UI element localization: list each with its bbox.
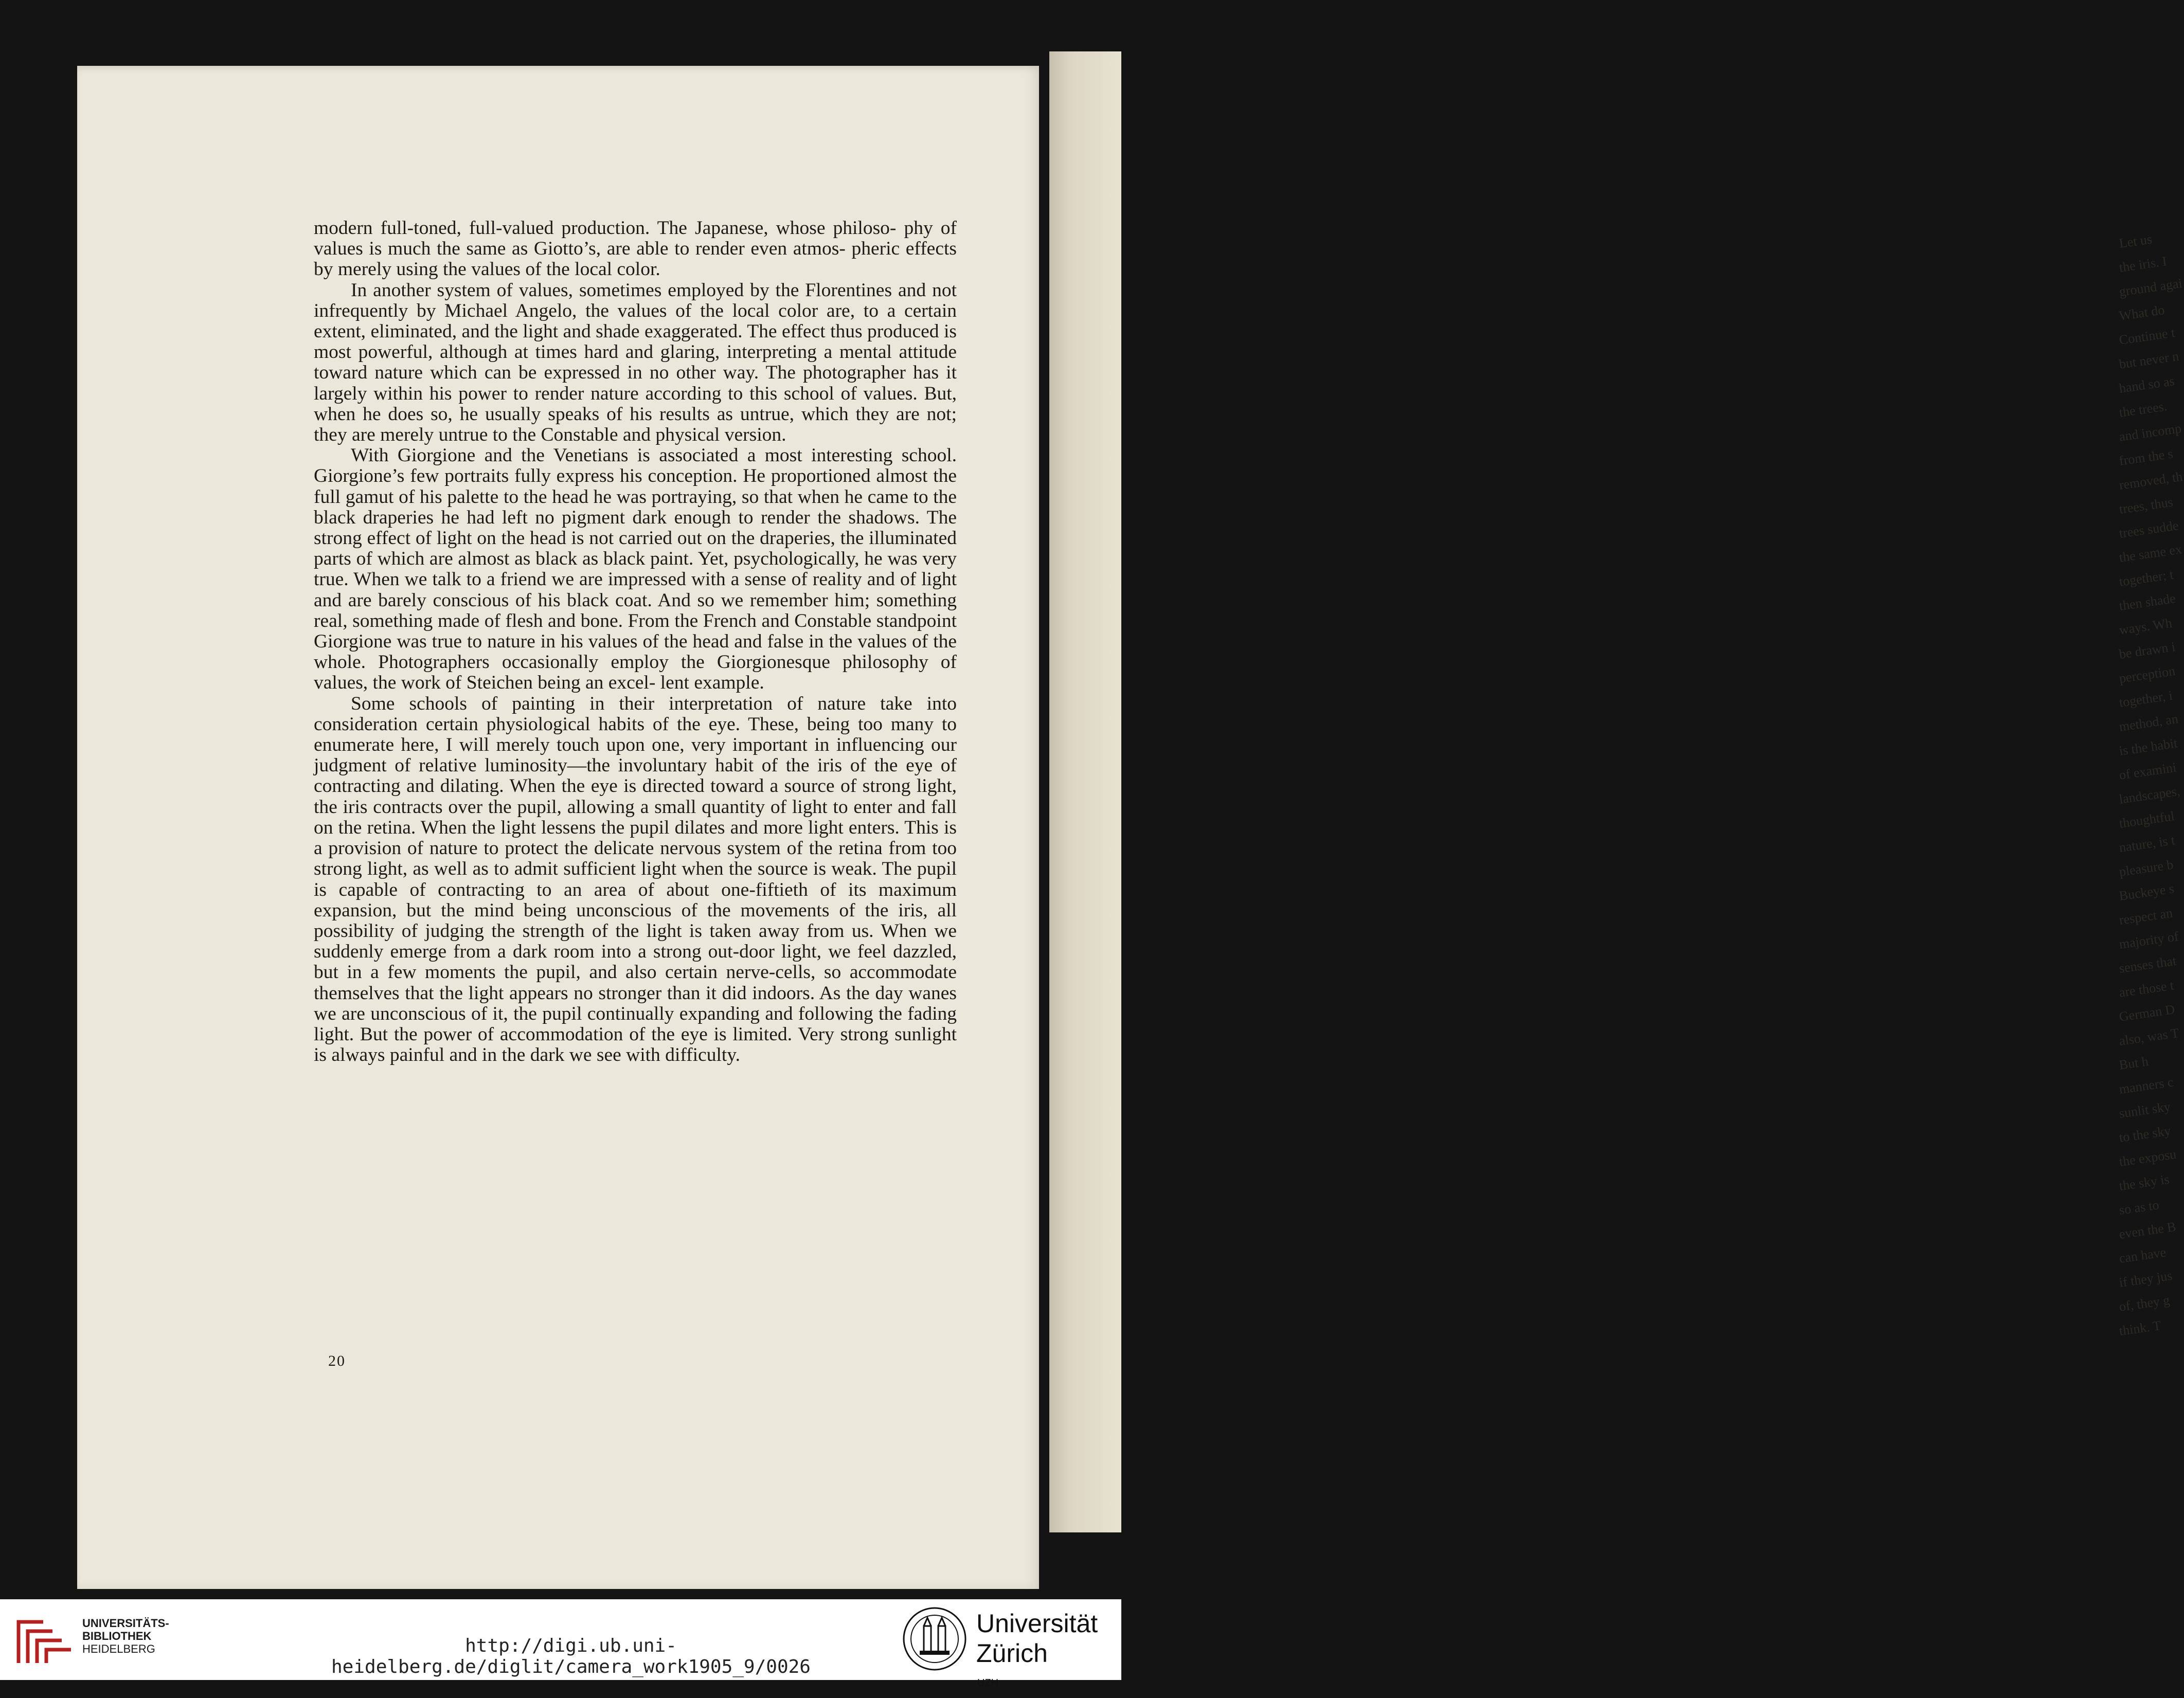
facing-text-line: think. T <box>2118 1317 2162 1339</box>
facing-text-line: of examini <box>2118 760 2177 783</box>
text-line: out on the draperies, the illuminated parts of which are almost as black as <box>314 528 957 570</box>
text-line: something made of flesh and bone. From the French and Constable <box>352 610 872 631</box>
facing-text-line: Continue t <box>2118 324 2176 348</box>
facing-text-line: can have <box>2118 1244 2167 1266</box>
facing-text-line: but never n <box>2118 348 2180 372</box>
text-line: In another system of values, sometimes employed by the Florentines <box>351 279 892 301</box>
facing-text-line: to the sky <box>2118 1123 2172 1145</box>
text-line: almost the full gamut of his palette to the head he was portraying, so that <box>314 465 957 508</box>
facing-text-line: What do <box>2118 302 2165 323</box>
facing-text-line: senses that <box>2118 953 2177 976</box>
text-line: when he came to the black draperies he had left no pigment dark enough to <box>314 486 957 528</box>
facing-text-line: from the s <box>2118 446 2174 468</box>
uzh-seal-logo[interactable] <box>901 1605 968 1672</box>
permalink-url[interactable]: http://digi.ub.uni-heidelberg.de/diglit/camera_work1905_9/0026 <box>331 1635 811 1677</box>
facing-text-line: if they jus <box>2118 1268 2174 1290</box>
text-line: so accommodate themselves that the light appears no stronger than it did <box>314 962 957 1004</box>
facing-text-line: perception <box>2118 663 2176 686</box>
text-line: to the Constable and physical version. <box>492 424 786 446</box>
text-line: render the shadows. The strong effect of light on the head is not carried <box>314 507 957 549</box>
facing-text-line: then shade <box>2118 590 2177 613</box>
facing-text-line: ways. Wh <box>2118 615 2173 638</box>
facing-text-line: is the habit <box>2118 735 2179 758</box>
facing-text-line: Let us <box>2118 231 2153 251</box>
text-line: standpoint Giorgione was true to nature in his values of the head and <box>314 610 957 653</box>
text-line: friend we are impressed with a sense of reality and of light and are barely <box>314 569 957 611</box>
text-line: black paint. Yet, psychologically, he was very true. When we talk to a <box>314 548 957 590</box>
text-line: dark we see with difficulty. <box>530 1044 740 1066</box>
text-line: to a certain extent, eliminated, and the light and shade exaggerated. The <box>314 300 957 342</box>
text-line: conscious of his black coat. And so we remember him; something real, <box>314 589 957 631</box>
facing-text-line: the exposu <box>2118 1146 2177 1169</box>
facing-text-line: so as to <box>2118 1197 2160 1218</box>
text-line: effect thus produced is most powerful, although at times hard and glaring, <box>314 321 957 363</box>
facing-text-line: even the B <box>2118 1219 2177 1242</box>
text-line: capable of contracting to an area of about one-fiftieth of its maximum <box>338 879 957 900</box>
uzh-name-line-1: Universität <box>976 1609 1098 1638</box>
text-line: and not infrequently by Michael Angelo, the values of the local color are, <box>314 279 957 321</box>
facing-text-line: are those t <box>2118 978 2175 1000</box>
text-line: expanding and following the fading light. But the power of accommodation <box>314 1003 957 1045</box>
facing-text-line: trees, thus <box>2118 494 2174 517</box>
ub-name-line-3: HEIDELBERG <box>82 1642 155 1655</box>
facing-text-line: manners c <box>2118 1074 2175 1097</box>
facing-text-line: thoughtful <box>2118 808 2176 831</box>
text-line: well as to admit sufficient light when the source is weak. The pupil is <box>314 858 957 900</box>
ub-library-name <box>82 1617 169 1655</box>
facing-text-line: together, i <box>2118 688 2174 710</box>
facing-text-line: the sky is <box>2118 1171 2171 1194</box>
viewer-footer <box>0 1599 1121 1689</box>
facing-text-line: method, an <box>2118 711 2179 734</box>
facing-text-line: removed, th <box>2118 468 2183 493</box>
uzh-name-line-2 <box>976 1638 1098 1698</box>
facing-text-line: But h <box>2118 1054 2150 1073</box>
page-number: 20 <box>328 1352 346 1369</box>
text-line: nature according to this school of values. But, when he does so, he usually <box>314 383 957 425</box>
text-line: pheric effects by merely using the values of the local color. <box>314 238 957 280</box>
text-line: With Giorgione and the Venetians is associated a most interesting school. <box>351 445 957 466</box>
facing-text-line: pleasure b <box>2118 857 2175 879</box>
facing-text-line: sunlit sky <box>2118 1099 2172 1121</box>
text-line: phy of values is much the same as Giotto’s, are able to render even atmos- <box>314 218 957 260</box>
facing-page-edge <box>1049 51 2183 1532</box>
text-line: we feel dazzled, but in a few moments the pupil, and also certain nerve-cells, <box>314 941 957 983</box>
text-line: Some schools of painting in their interpretation of nature take into <box>351 693 957 714</box>
facing-text-line: of, they g <box>2118 1292 2171 1314</box>
uzh-name-zurich: Zürich <box>976 1639 1048 1668</box>
uzh-name <box>976 1609 1098 1698</box>
paragraph <box>314 445 957 693</box>
body-text <box>314 218 957 1065</box>
text-line: When we suddenly emerge from a dark room into a strong out-door light, <box>314 920 957 963</box>
facing-text-line: hand so as <box>2118 373 2176 396</box>
text-line: indoors. As the day wanes we are unconscious of it, the pupil continually <box>314 982 957 1024</box>
text-line: expansion, but the mind being unconscious of the movements of the iris, all <box>314 899 957 921</box>
text-line: other way. The photographer has it largely within his power to render <box>314 362 957 404</box>
ub-name-line-2: BIBLIOTHEK <box>82 1630 152 1642</box>
text-line: lent example. <box>660 672 764 694</box>
facing-text-line: ground agai <box>2118 275 2183 299</box>
text-line: modern full-toned, full-valued production. The Japanese, whose philoso- <box>314 218 897 239</box>
text-line: to protect the delicate nervous system of the retina from too strong light, as <box>314 838 957 880</box>
text-line: Giorgione’s few portraits fully express his conception. He proportioned <box>314 465 871 487</box>
facing-text-line: and incomp <box>2118 421 2182 444</box>
facing-text-line: be drawn i <box>2118 639 2176 662</box>
facing-text-line: also, was T <box>2118 1025 2180 1049</box>
ub-heidelberg-logo[interactable] <box>12 1612 74 1668</box>
facing-text-line: the iris. I <box>2118 254 2168 275</box>
facing-text-line: together; t <box>2118 567 2175 589</box>
facing-text-line: German D <box>2118 1001 2176 1024</box>
text-line: false in the values of the whole. Photographers occasionally employ the <box>314 631 957 673</box>
text-line: interpreting a mental attitude toward nature which can be expressed in no <box>314 341 957 384</box>
facing-text-line: Buckeye s <box>2118 881 2175 904</box>
ub-name-line-1: UNIVERSITÄTS- <box>82 1617 169 1630</box>
text-line: of the eye is limited. Very strong sunlight is always painful and in the <box>314 1023 957 1066</box>
paragraph <box>314 694 957 1066</box>
facing-text-line: the trees. <box>2118 399 2168 420</box>
facing-text-line: majority of <box>2118 928 2180 952</box>
paragraph <box>314 218 957 280</box>
text-line: small quantity of light to enter and fall on the retina. When the light <box>314 796 957 838</box>
paragraph <box>314 280 957 446</box>
facing-text-line: respect an <box>2118 905 2174 928</box>
facing-text-line: trees sudde <box>2118 517 2180 541</box>
text-line: lessens the pupil dilates and more light enters. This is a provision of nature <box>314 817 957 859</box>
text-line: toward a source of strong light, the iris contracts over the pupil, allowing a <box>314 775 957 818</box>
text-line: Giorgionesque philosophy of values, the work of Steichen being an excel- <box>314 652 957 694</box>
text-line: influencing our judgment of relative luminosity—the involuntary habit of <box>314 734 957 776</box>
facing-text-line: the same ex <box>2118 541 2183 565</box>
text-line: the iris of the eye of contracting and dilating. When the eye is directed <box>314 755 957 797</box>
facing-page-text <box>2118 231 2183 1414</box>
facing-text-line: nature, is t <box>2118 832 2176 855</box>
uzh-superscript: UZH <box>977 1677 999 1689</box>
text-line: many to enumerate here, I will merely touch upon one, very important in <box>314 713 957 756</box>
text-line: speaks of his results as untrue, which they are not; they are merely untrue <box>314 403 957 446</box>
text-line: possibility of judging the strength of the light is taken away from us. <box>314 920 874 942</box>
text-line: consideration certain physiological habits of the eye. These, being too <box>314 713 883 735</box>
facing-text-line: landscapes, <box>2118 783 2181 807</box>
